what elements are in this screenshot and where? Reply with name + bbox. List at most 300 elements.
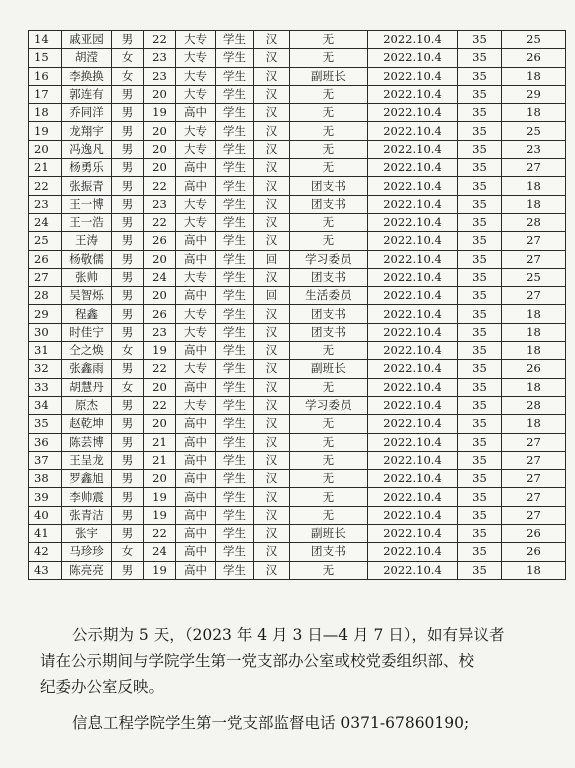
- cell-occupation: 学生: [216, 378, 254, 396]
- cell-education: 高中: [176, 342, 216, 360]
- cell-score: 26: [502, 543, 566, 561]
- cell-count: 35: [458, 415, 502, 433]
- cell-score: 28: [502, 213, 566, 231]
- cell-date: 2022.10.4: [368, 378, 458, 396]
- cell-ethnicity: 汉: [254, 360, 290, 378]
- cell-student-name: 胡滢: [62, 49, 112, 67]
- cell-row-number: 41: [29, 525, 62, 543]
- cell-occupation: 学生: [216, 323, 254, 341]
- cell-occupation: 学生: [216, 122, 254, 140]
- cell-position: 无: [290, 159, 368, 177]
- table-row: [29, 506, 566, 524]
- cell-score: 23: [502, 140, 566, 158]
- cell-student-name: 张鑫雨: [62, 360, 112, 378]
- cell-gender: 男: [112, 250, 144, 268]
- cell-student-name: 龙翔宇: [62, 122, 112, 140]
- table-row: [29, 31, 566, 49]
- cell-gender: 男: [112, 268, 144, 286]
- cell-occupation: 学生: [216, 433, 254, 451]
- cell-position: 无: [290, 232, 368, 250]
- cell-count: 35: [458, 342, 502, 360]
- cell-age: 22: [144, 360, 176, 378]
- table-row: [29, 140, 566, 158]
- cell-occupation: 学生: [216, 140, 254, 158]
- cell-row-number: 25: [29, 232, 62, 250]
- cell-row-number: 38: [29, 470, 62, 488]
- cell-count: 35: [458, 268, 502, 286]
- cell-gender: 男: [112, 415, 144, 433]
- cell-ethnicity: 汉: [254, 49, 290, 67]
- cell-gender: 女: [112, 67, 144, 85]
- cell-row-number: 18: [29, 104, 62, 122]
- cell-ethnicity: 汉: [254, 378, 290, 396]
- cell-student-name: 王一浩: [62, 213, 112, 231]
- cell-row-number: 42: [29, 543, 62, 561]
- cell-education: 高中: [176, 470, 216, 488]
- table-row: [29, 159, 566, 177]
- cell-score: 27: [502, 250, 566, 268]
- cell-row-number: 34: [29, 396, 62, 414]
- cell-student-name: 原杰: [62, 396, 112, 414]
- cell-occupation: 学生: [216, 195, 254, 213]
- cell-gender: 男: [112, 451, 144, 469]
- notice-section: [40, 622, 552, 736]
- cell-row-number: 23: [29, 195, 62, 213]
- cell-age: 20: [144, 250, 176, 268]
- cell-date: 2022.10.4: [368, 323, 458, 341]
- cell-date: 2022.10.4: [368, 470, 458, 488]
- table-row: [29, 488, 566, 506]
- table-row: [29, 543, 566, 561]
- cell-occupation: 学生: [216, 104, 254, 122]
- cell-student-name: 王涛: [62, 232, 112, 250]
- roster-table-body: [29, 31, 566, 580]
- cell-count: 35: [458, 305, 502, 323]
- cell-gender: 男: [112, 561, 144, 579]
- cell-date: 2022.10.4: [368, 31, 458, 49]
- cell-score: 27: [502, 470, 566, 488]
- cell-date: 2022.10.4: [368, 451, 458, 469]
- cell-age: 22: [144, 31, 176, 49]
- cell-date: 2022.10.4: [368, 122, 458, 140]
- cell-gender: 女: [112, 342, 144, 360]
- table-row: [29, 213, 566, 231]
- cell-row-number: 21: [29, 159, 62, 177]
- cell-count: 35: [458, 122, 502, 140]
- cell-education: 高中: [176, 177, 216, 195]
- cell-date: 2022.10.4: [368, 287, 458, 305]
- cell-count: 35: [458, 451, 502, 469]
- cell-score: 18: [502, 305, 566, 323]
- cell-ethnicity: 汉: [254, 415, 290, 433]
- cell-count: 35: [458, 525, 502, 543]
- cell-row-number: 32: [29, 360, 62, 378]
- cell-count: 35: [458, 506, 502, 524]
- cell-count: 35: [458, 140, 502, 158]
- cell-count: 35: [458, 49, 502, 67]
- cell-occupation: 学生: [216, 177, 254, 195]
- cell-ethnicity: 汉: [254, 31, 290, 49]
- cell-count: 35: [458, 177, 502, 195]
- cell-age: 23: [144, 67, 176, 85]
- cell-date: 2022.10.4: [368, 213, 458, 231]
- cell-occupation: 学生: [216, 213, 254, 231]
- cell-gender: 男: [112, 195, 144, 213]
- cell-date: 2022.10.4: [368, 232, 458, 250]
- table-row: [29, 378, 566, 396]
- cell-count: 35: [458, 195, 502, 213]
- cell-score: 27: [502, 488, 566, 506]
- cell-row-number: 16: [29, 67, 62, 85]
- table-row: [29, 525, 566, 543]
- cell-date: 2022.10.4: [368, 177, 458, 195]
- cell-education: 高中: [176, 451, 216, 469]
- cell-ethnicity: 汉: [254, 232, 290, 250]
- cell-gender: 男: [112, 104, 144, 122]
- cell-row-number: 15: [29, 49, 62, 67]
- cell-gender: 男: [112, 31, 144, 49]
- cell-age: 22: [144, 177, 176, 195]
- cell-age: 20: [144, 140, 176, 158]
- cell-count: 35: [458, 543, 502, 561]
- table-row: [29, 561, 566, 579]
- cell-student-name: 王呈龙: [62, 451, 112, 469]
- cell-ethnicity: 汉: [254, 140, 290, 158]
- cell-age: 20: [144, 415, 176, 433]
- cell-date: 2022.10.4: [368, 433, 458, 451]
- cell-ethnicity: 汉: [254, 396, 290, 414]
- cell-occupation: 学生: [216, 506, 254, 524]
- cell-position: 无: [290, 342, 368, 360]
- cell-date: 2022.10.4: [368, 415, 458, 433]
- cell-education: 高中: [176, 433, 216, 451]
- cell-position: 学习委员: [290, 396, 368, 414]
- cell-education: 高中: [176, 104, 216, 122]
- cell-age: 19: [144, 104, 176, 122]
- cell-position: 无: [290, 506, 368, 524]
- cell-position: 团支书: [290, 195, 368, 213]
- cell-row-number: 33: [29, 378, 62, 396]
- cell-position: 无: [290, 451, 368, 469]
- cell-age: 20: [144, 287, 176, 305]
- cell-score: 27: [502, 451, 566, 469]
- table-row: [29, 195, 566, 213]
- table-row: [29, 268, 566, 286]
- table-row: [29, 232, 566, 250]
- cell-age: 26: [144, 232, 176, 250]
- table-row: [29, 415, 566, 433]
- cell-ethnicity: 汉: [254, 195, 290, 213]
- roster-table: [28, 30, 566, 580]
- cell-ethnicity: 汉: [254, 323, 290, 341]
- cell-position: 无: [290, 122, 368, 140]
- cell-ethnicity: 汉: [254, 67, 290, 85]
- table-row: [29, 433, 566, 451]
- cell-occupation: 学生: [216, 49, 254, 67]
- cell-age: 23: [144, 49, 176, 67]
- cell-score: 27: [502, 159, 566, 177]
- cell-gender: 女: [112, 543, 144, 561]
- cell-count: 35: [458, 378, 502, 396]
- cell-student-name: 陈亮亮: [62, 561, 112, 579]
- cell-ethnicity: 汉: [254, 342, 290, 360]
- cell-score: 18: [502, 378, 566, 396]
- cell-score: 25: [502, 268, 566, 286]
- cell-count: 35: [458, 561, 502, 579]
- cell-occupation: 学生: [216, 342, 254, 360]
- cell-student-name: 赵乾坤: [62, 415, 112, 433]
- cell-student-name: 李换换: [62, 67, 112, 85]
- cell-student-name: 时佳宁: [62, 323, 112, 341]
- table-row: [29, 470, 566, 488]
- cell-position: 学习委员: [290, 250, 368, 268]
- cell-age: 19: [144, 342, 176, 360]
- cell-student-name: 张青洁: [62, 506, 112, 524]
- cell-education: 大专: [176, 305, 216, 323]
- cell-student-name: 吴智烁: [62, 287, 112, 305]
- cell-education: 高中: [176, 159, 216, 177]
- cell-date: 2022.10.4: [368, 561, 458, 579]
- cell-age: 22: [144, 396, 176, 414]
- cell-ethnicity: 汉: [254, 177, 290, 195]
- cell-gender: 男: [112, 140, 144, 158]
- cell-score: 28: [502, 396, 566, 414]
- cell-education: 大专: [176, 323, 216, 341]
- cell-gender: 男: [112, 323, 144, 341]
- cell-position: 无: [290, 213, 368, 231]
- cell-occupation: 学生: [216, 525, 254, 543]
- cell-score: 26: [502, 360, 566, 378]
- cell-position: 无: [290, 85, 368, 103]
- cell-ethnicity: 汉: [254, 305, 290, 323]
- cell-row-number: 31: [29, 342, 62, 360]
- cell-score: 18: [502, 415, 566, 433]
- cell-position: 副班长: [290, 67, 368, 85]
- cell-education: 高中: [176, 287, 216, 305]
- cell-position: 无: [290, 140, 368, 158]
- cell-ethnicity: 汉: [254, 451, 290, 469]
- cell-gender: 男: [112, 396, 144, 414]
- cell-count: 35: [458, 159, 502, 177]
- cell-date: 2022.10.4: [368, 159, 458, 177]
- cell-position: 团支书: [290, 268, 368, 286]
- cell-education: 高中: [176, 525, 216, 543]
- cell-age: 20: [144, 122, 176, 140]
- cell-gender: 女: [112, 378, 144, 396]
- table-row: [29, 104, 566, 122]
- cell-count: 35: [458, 213, 502, 231]
- cell-score: 27: [502, 433, 566, 451]
- cell-education: 大专: [176, 49, 216, 67]
- cell-ethnicity: 汉: [254, 506, 290, 524]
- cell-position: 无: [290, 104, 368, 122]
- cell-row-number: 43: [29, 561, 62, 579]
- cell-position: 副班长: [290, 360, 368, 378]
- cell-position: 无: [290, 378, 368, 396]
- cell-gender: 男: [112, 213, 144, 231]
- cell-date: 2022.10.4: [368, 268, 458, 286]
- cell-occupation: 学生: [216, 250, 254, 268]
- cell-age: 20: [144, 378, 176, 396]
- cell-ethnicity: 汉: [254, 470, 290, 488]
- cell-gender: 男: [112, 360, 144, 378]
- cell-score: 27: [502, 506, 566, 524]
- cell-age: 21: [144, 433, 176, 451]
- cell-date: 2022.10.4: [368, 342, 458, 360]
- cell-position: 无: [290, 488, 368, 506]
- cell-score: 18: [502, 67, 566, 85]
- cell-count: 35: [458, 287, 502, 305]
- cell-education: 高中: [176, 415, 216, 433]
- table-row: [29, 287, 566, 305]
- cell-gender: 男: [112, 470, 144, 488]
- cell-age: 24: [144, 268, 176, 286]
- cell-date: 2022.10.4: [368, 104, 458, 122]
- notice-line-1: 公示期为 5 天，（2023 年 4 月 3 日—4 月 7 日），如有异议者: [72, 626, 505, 644]
- cell-row-number: 20: [29, 140, 62, 158]
- cell-position: 团支书: [290, 177, 368, 195]
- cell-ethnicity: 汉: [254, 159, 290, 177]
- cell-count: 35: [458, 31, 502, 49]
- cell-row-number: 26: [29, 250, 62, 268]
- cell-occupation: 学生: [216, 67, 254, 85]
- cell-count: 35: [458, 488, 502, 506]
- cell-score: 18: [502, 342, 566, 360]
- table-row: [29, 177, 566, 195]
- cell-date: 2022.10.4: [368, 305, 458, 323]
- cell-position: 团支书: [290, 543, 368, 561]
- cell-date: 2022.10.4: [368, 396, 458, 414]
- cell-ethnicity: 汉: [254, 488, 290, 506]
- cell-age: 23: [144, 195, 176, 213]
- cell-count: 35: [458, 67, 502, 85]
- cell-student-name: 杨勇乐: [62, 159, 112, 177]
- cell-student-name: 马珍珍: [62, 543, 112, 561]
- cell-gender: 男: [112, 177, 144, 195]
- cell-count: 35: [458, 323, 502, 341]
- table-row: [29, 67, 566, 85]
- cell-ethnicity: 汉: [254, 104, 290, 122]
- cell-score: 26: [502, 525, 566, 543]
- cell-ethnicity: 回: [254, 287, 290, 305]
- cell-occupation: 学生: [216, 232, 254, 250]
- cell-ethnicity: 回: [254, 250, 290, 268]
- cell-score: 18: [502, 323, 566, 341]
- cell-education: 高中: [176, 232, 216, 250]
- cell-ethnicity: 汉: [254, 561, 290, 579]
- cell-row-number: 37: [29, 451, 62, 469]
- cell-student-name: 张振青: [62, 177, 112, 195]
- cell-occupation: 学生: [216, 159, 254, 177]
- cell-ethnicity: 汉: [254, 213, 290, 231]
- cell-age: 22: [144, 525, 176, 543]
- cell-count: 35: [458, 360, 502, 378]
- cell-occupation: 学生: [216, 305, 254, 323]
- cell-occupation: 学生: [216, 470, 254, 488]
- cell-student-name: 杨敬儒: [62, 250, 112, 268]
- cell-education: 高中: [176, 488, 216, 506]
- cell-score: 26: [502, 49, 566, 67]
- cell-student-name: 郭连有: [62, 85, 112, 103]
- table-row: [29, 250, 566, 268]
- cell-score: 25: [502, 122, 566, 140]
- cell-position: 生活委员: [290, 287, 368, 305]
- cell-score: 18: [502, 561, 566, 579]
- cell-date: 2022.10.4: [368, 506, 458, 524]
- cell-gender: 男: [112, 232, 144, 250]
- table-row: [29, 451, 566, 469]
- cell-occupation: 学生: [216, 360, 254, 378]
- cell-date: 2022.10.4: [368, 360, 458, 378]
- notice-line-4: 信息工程学院学生第一党支部监督电话 0371-67860190;: [72, 714, 470, 732]
- cell-gender: 男: [112, 122, 144, 140]
- cell-ethnicity: 汉: [254, 543, 290, 561]
- cell-score: 27: [502, 232, 566, 250]
- cell-score: 18: [502, 104, 566, 122]
- cell-education: 大专: [176, 213, 216, 231]
- cell-gender: 男: [112, 433, 144, 451]
- cell-education: 高中: [176, 561, 216, 579]
- cell-row-number: 17: [29, 85, 62, 103]
- table-row: [29, 396, 566, 414]
- cell-student-name: 胡慧丹: [62, 378, 112, 396]
- cell-education: 大专: [176, 140, 216, 158]
- cell-student-name: 罗鑫旭: [62, 470, 112, 488]
- cell-score: 25: [502, 31, 566, 49]
- cell-count: 35: [458, 470, 502, 488]
- cell-age: 20: [144, 470, 176, 488]
- cell-age: 24: [144, 543, 176, 561]
- cell-age: 20: [144, 159, 176, 177]
- cell-ethnicity: 汉: [254, 122, 290, 140]
- cell-count: 35: [458, 85, 502, 103]
- cell-position: 无: [290, 470, 368, 488]
- cell-date: 2022.10.4: [368, 195, 458, 213]
- cell-row-number: 29: [29, 305, 62, 323]
- table-row: [29, 342, 566, 360]
- cell-gender: 男: [112, 305, 144, 323]
- cell-date: 2022.10.4: [368, 49, 458, 67]
- cell-education: 高中: [176, 378, 216, 396]
- cell-position: 无: [290, 31, 368, 49]
- cell-occupation: 学生: [216, 268, 254, 286]
- cell-age: 20: [144, 85, 176, 103]
- cell-education: 高中: [176, 506, 216, 524]
- cell-gender: 男: [112, 159, 144, 177]
- cell-education: 大专: [176, 122, 216, 140]
- cell-education: 大专: [176, 360, 216, 378]
- cell-occupation: 学生: [216, 451, 254, 469]
- cell-occupation: 学生: [216, 415, 254, 433]
- cell-ethnicity: 汉: [254, 433, 290, 451]
- cell-education: 大专: [176, 396, 216, 414]
- cell-student-name: 陈芸博: [62, 433, 112, 451]
- cell-education: 大专: [176, 31, 216, 49]
- cell-gender: 女: [112, 49, 144, 67]
- cell-count: 35: [458, 433, 502, 451]
- cell-student-name: 仝之焕: [62, 342, 112, 360]
- cell-score: 18: [502, 195, 566, 213]
- cell-student-name: 戚亚园: [62, 31, 112, 49]
- cell-row-number: 19: [29, 122, 62, 140]
- cell-age: 26: [144, 305, 176, 323]
- cell-date: 2022.10.4: [368, 488, 458, 506]
- cell-row-number: 36: [29, 433, 62, 451]
- cell-gender: 男: [112, 85, 144, 103]
- cell-date: 2022.10.4: [368, 250, 458, 268]
- cell-row-number: 14: [29, 31, 62, 49]
- cell-occupation: 学生: [216, 396, 254, 414]
